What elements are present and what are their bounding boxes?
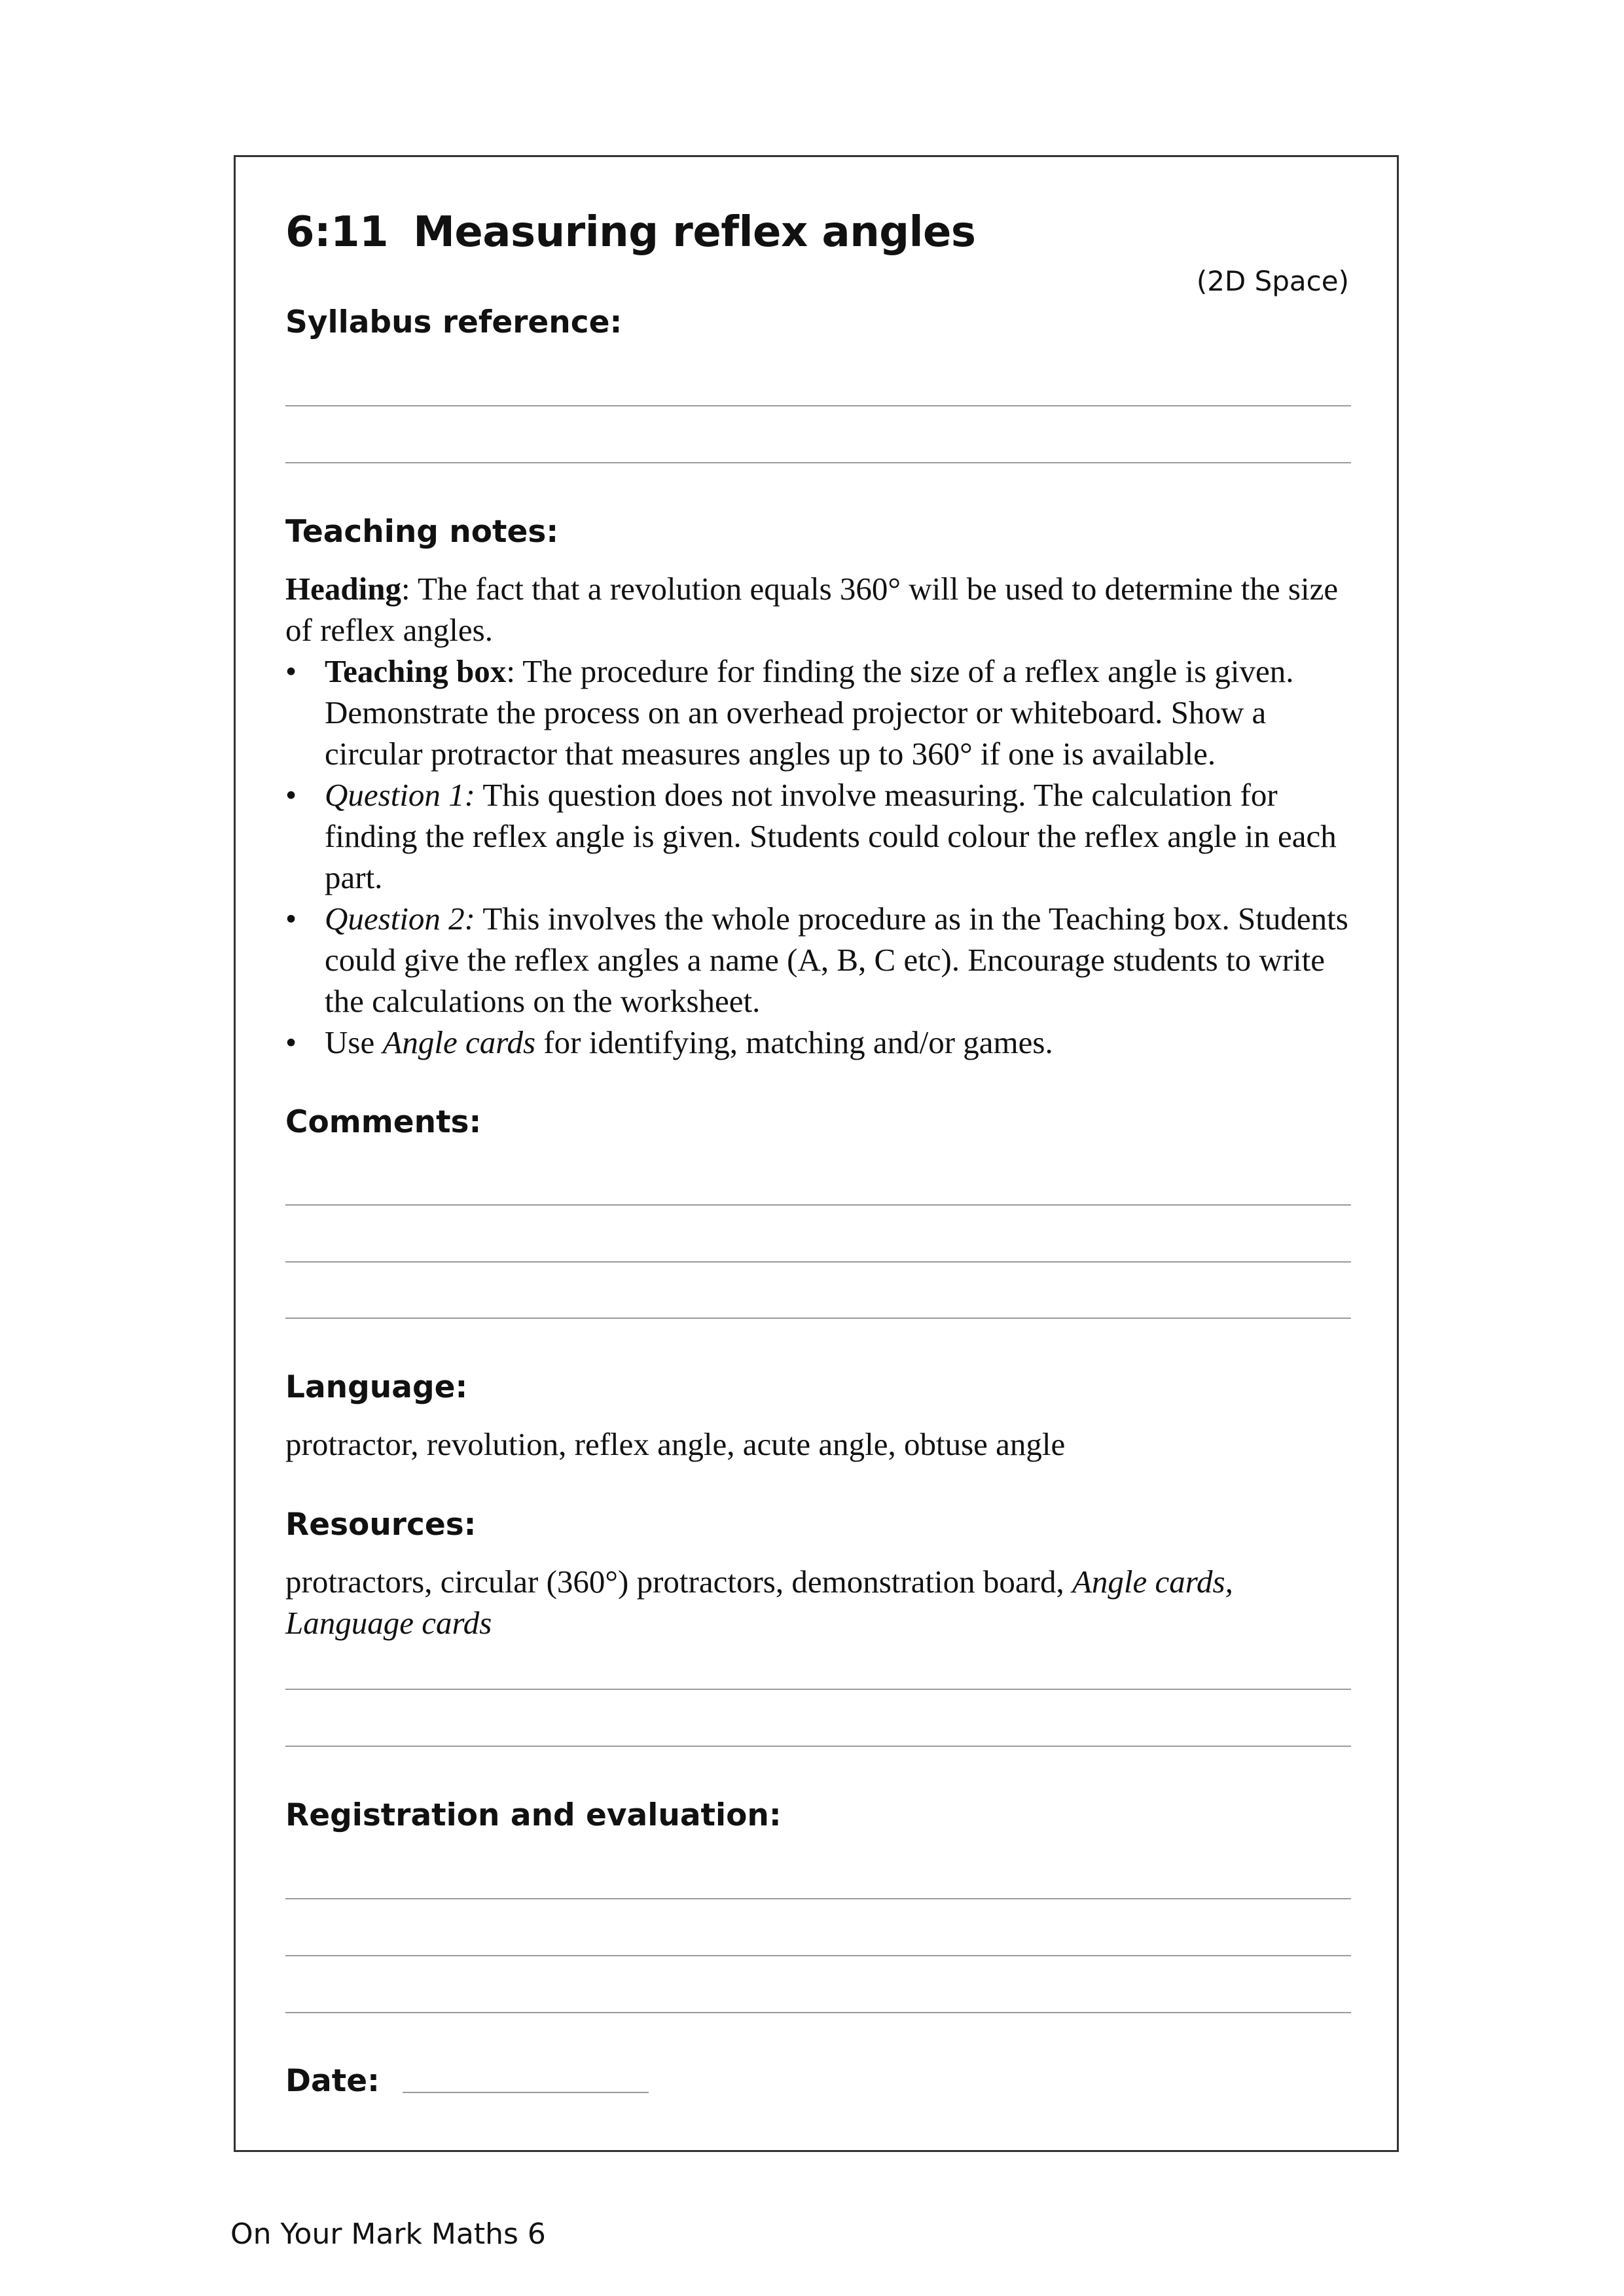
resources-heading: Resources: <box>285 1507 477 1543</box>
item-text: This involves the whole procedure as in the Teaching box. Students could give the reflex angles a name (A, B, C etc). Encourage students to write the calculations on the worksheet. <box>325 901 1348 1019</box>
intro-label: Heading <box>285 571 401 607</box>
writing-line <box>285 1261 1351 1263</box>
comments-heading: Comments: <box>285 1104 482 1140</box>
date-line <box>403 2092 649 2093</box>
language-text: protractor, revolution, reflex angle, acute angle, obtuse angle <box>285 1426 1066 1462</box>
writing-line <box>285 2012 1351 2013</box>
resources-text <box>285 1561 1333 1643</box>
intro-text: : The fact that a revolution equals 360° will be used to determine the size of reflex angles. <box>285 571 1339 648</box>
writing-line <box>285 1955 1351 1956</box>
item-text: for identifying, matching and/or games. <box>535 1024 1053 1060</box>
page-border <box>234 155 1399 2152</box>
page-footer: On Your Mark Maths 6 <box>230 2217 546 2251</box>
item-text: : The procedure for finding the size of a reflex angle is given. Demonstrate the process on an overhead projector or whiteboard. Show a circular protractor that measures angles up to 360° if one is available. <box>325 653 1294 772</box>
page-title <box>285 208 976 257</box>
item-label: Question 2: <box>325 901 475 937</box>
item-label: Angle cards <box>382 1024 536 1060</box>
list-item <box>285 651 1359 774</box>
bullet: • <box>285 901 297 937</box>
writing-line <box>285 1689 1351 1690</box>
writing-line <box>285 1746 1351 1747</box>
writing-line <box>285 1204 1351 1206</box>
bullet: • <box>285 653 297 689</box>
teaching-list <box>285 651 1359 1063</box>
topic-label: (2D Space) <box>1196 265 1349 297</box>
bullet: • <box>285 777 297 813</box>
list-item <box>285 898 1359 1022</box>
writing-line <box>285 1898 1351 1899</box>
writing-line <box>285 1318 1351 1319</box>
teaching-notes-heading: Teaching notes: <box>285 514 559 550</box>
item-label: Teaching box <box>325 653 507 689</box>
language-heading: Language: <box>285 1369 468 1405</box>
lesson-title: Measuring reflex angles <box>413 208 976 257</box>
list-item <box>285 1022 1359 1063</box>
list-item <box>285 774 1359 898</box>
resources-cards: Angle cards, Language cards <box>285 1564 1233 1641</box>
syllabus-heading: Syllabus reference: <box>285 304 623 340</box>
resources-list: protractors, circular (360°) protractors, demonstration board, <box>285 1564 1072 1600</box>
writing-line <box>285 462 1351 463</box>
lesson-number: 6:11 <box>285 208 389 257</box>
writing-line <box>285 405 1351 406</box>
item-label: Question 1: <box>325 777 475 813</box>
teaching-notes-body <box>285 568 1359 1063</box>
registration-heading: Registration and evaluation: <box>285 1797 782 1833</box>
date-label: Date: <box>285 2063 380 2099</box>
item-prefix: Use <box>325 1024 383 1060</box>
item-text: This question does not involve measuring. The calculation for finding the reflex angle is given. Students could colour the reflex angle in each part. <box>325 777 1337 895</box>
teaching-intro <box>285 568 1359 651</box>
bullet: • <box>285 1024 297 1060</box>
